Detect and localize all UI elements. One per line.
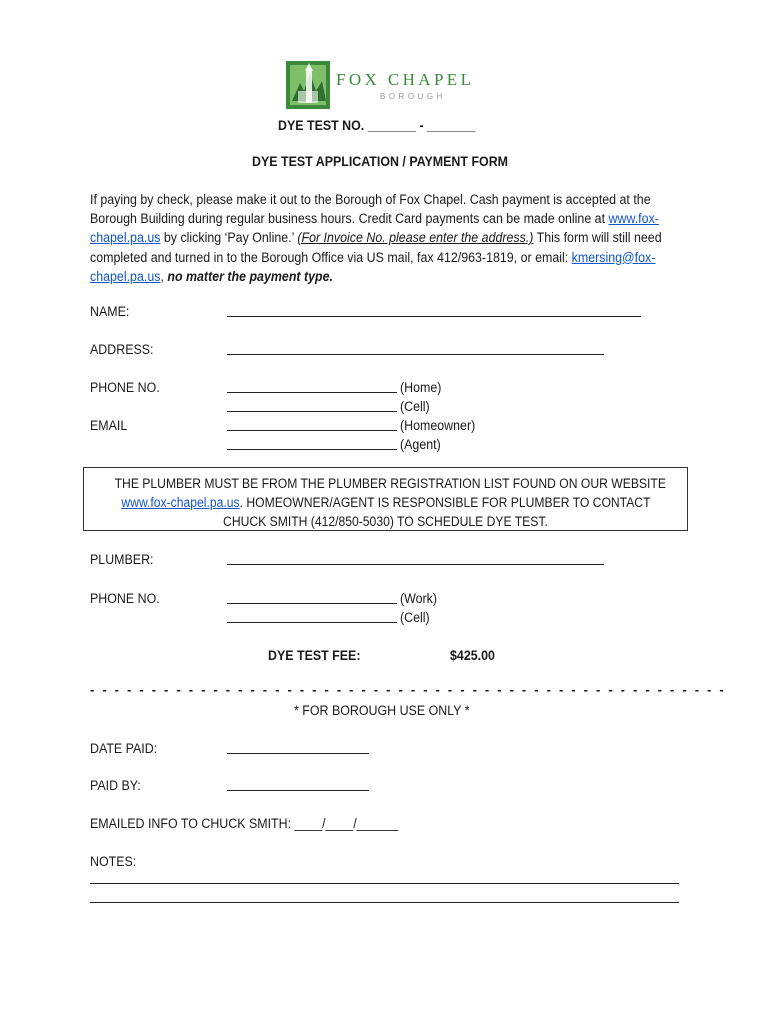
instructions-text-3: This form will still need completed and turned in to the Borough Office via US mail, fax 412/963-1819, or email: — [90, 230, 662, 265]
home-phone-field[interactable] — [227, 392, 397, 393]
instructions-text-1: If paying by check, please make it out to the Borough of Fox Chapel. Cash payment is accepted at the Borough Building during regular business hours. Credit Card payments can be made online at — [90, 192, 651, 227]
cell-phone-field[interactable] — [227, 411, 397, 412]
name-field[interactable] — [227, 316, 641, 317]
notice-line-1: THE PLUMBER MUST BE FROM THE PLUMBER REGISTRATION LIST FOUND ON OUR WEBSITE — [114, 476, 666, 491]
plumber-cell-phone-field[interactable] — [227, 622, 397, 623]
instructions-text-4: , — [160, 268, 168, 284]
dye-test-number: DYE TEST NO. _______ - _______ — [278, 118, 476, 133]
agent-email-field[interactable] — [227, 449, 397, 450]
notes-line-1[interactable] — [90, 883, 679, 884]
fee-label: DYE TEST FEE: — [268, 648, 361, 663]
notice-line-3: CHUCK SMITH (412/850-5030) TO SCHEDULE DYE TEST. — [223, 514, 548, 529]
paid-by-label: PAID BY: — [90, 778, 141, 793]
borough-use-title: * FOR BOROUGH USE ONLY * — [294, 703, 470, 718]
notes-line-2[interactable] — [90, 902, 679, 903]
date-paid-label: DATE PAID: — [90, 741, 158, 756]
fee-amount: $425.00 — [450, 648, 495, 663]
website-link[interactable]: www.fox-chapel.pa.us — [90, 211, 659, 246]
logo-subtitle: BOROUGH — [380, 92, 446, 101]
plumber-cell-label: (Cell) — [400, 610, 430, 625]
separator-line: - - - - - - - - - - - - - - - - - - - - - - - - - - - - - - - - - - - - - - - - - - - - - - - - - - - - — [90, 682, 726, 697]
cell-label: (Cell) — [400, 399, 430, 414]
phone-label: PHONE NO. — [90, 380, 160, 395]
email-link[interactable]: kmersing@fox-chapel.pa.us — [90, 249, 656, 284]
paid-by-field[interactable] — [227, 790, 369, 791]
fox-chapel-logo — [286, 61, 486, 109]
homeowner-email-field[interactable] — [227, 430, 397, 431]
emailed-info-label: EMAILED INFO TO CHUCK SMITH: ____/____/______ — [90, 816, 399, 831]
email-label: EMAIL — [90, 418, 128, 433]
notes-label: NOTES: — [90, 854, 137, 869]
logo-name: FOX CHAPEL — [336, 70, 475, 89]
agent-label: (Agent) — [400, 437, 441, 452]
date-paid-field[interactable] — [227, 753, 369, 754]
address-label: ADDRESS: — [90, 342, 154, 357]
plumber-field[interactable] — [227, 564, 604, 565]
plumber-label: PLUMBER: — [90, 552, 154, 567]
payment-instructions — [90, 190, 679, 286]
instructions-emphasis: no matter the payment type. — [167, 268, 333, 284]
instructions-text-2: by clicking ‘Pay Online.’ — [160, 230, 298, 246]
plumber-phone-label: PHONE NO. — [90, 591, 160, 606]
invoice-note: (For Invoice No. please enter the address.) — [297, 230, 534, 246]
plumber-work-phone-field[interactable] — [227, 603, 397, 604]
notice-line-2: www.fox-chapel.pa.us. HOMEOWNER/AGENT IS RESPONSIBLE FOR PLUMBER TO CONTACT — [120, 495, 651, 510]
homeowner-label: (Homeowner) — [400, 418, 476, 433]
notice-website-link[interactable]: www.fox-chapel.pa.us — [120, 495, 240, 510]
plumber-notice-box — [83, 467, 688, 531]
name-label: NAME: — [90, 304, 130, 319]
form-title: DYE TEST APPLICATION / PAYMENT FORM — [252, 154, 509, 169]
work-label: (Work) — [400, 591, 438, 606]
home-label: (Home) — [400, 380, 442, 395]
address-field[interactable] — [227, 354, 604, 355]
